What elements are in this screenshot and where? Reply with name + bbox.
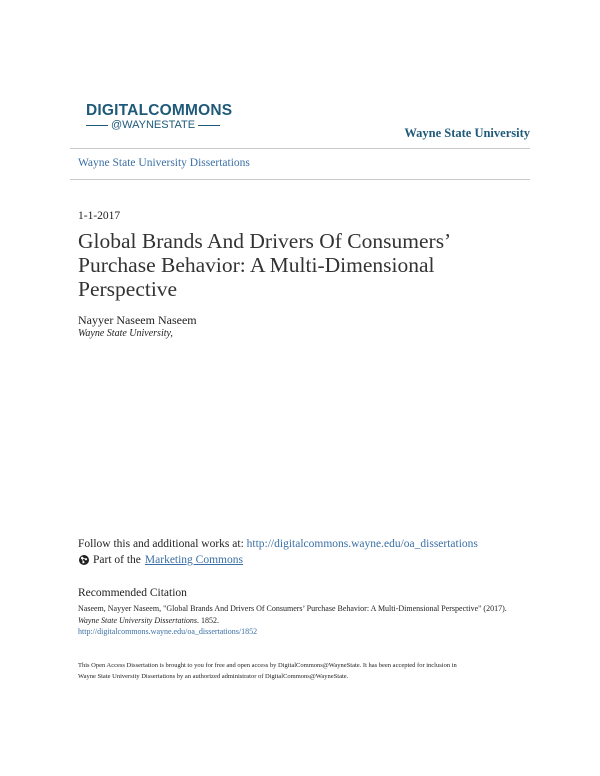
author-affiliation: Wayne State University, [78,328,173,339]
digitalcommons-logo[interactable] [86,102,233,131]
citation-line1: Naseem, Nayyer Naseem, "Global Brands And Drivers Of Consumers’ Purchase Behavior: A Multi-Dimensional Perspective" (2017). [78,604,507,613]
access-notice [78,660,548,682]
notice-line2: Wayne State University Dissertations by an authorized administrator of DigitalCommons@WayneState. [78,673,349,680]
page-title: Global Brands And Drivers Of Consumers’ Purchase Behavior: A Multi-Dimensional Perspective [78,229,450,301]
logo-dash-left [86,125,108,126]
follow-link[interactable]: http://digitalcommons.wayne.edu/oa_dissertations [246,538,478,550]
citation-block [78,603,548,638]
logo-dash-right [198,125,220,126]
citation-link[interactable]: http://digitalcommons.wayne.edu/oa_dissertations/1852 [78,627,258,636]
series-link[interactable]: Wayne State University Dissertations [78,157,250,169]
logo-text-top: DIGITALCOMMONS [86,102,233,119]
marketing-commons-link[interactable]: Marketing Commons [144,554,243,566]
publication-date: 1-1-2017 [78,210,121,222]
notice-line1: This Open Access Dissertation is brought to you for free and open access by DigitalCommons@WayneState. It has been accepted for inclusion in [78,662,457,669]
university-link[interactable]: Wayne State University [404,126,530,140]
divider-top [70,148,530,149]
citation-number: . 1852. [197,615,220,625]
part-of-line [78,554,243,566]
logo-text-bottom-row [86,120,220,131]
citation-line2 [78,615,548,627]
divider-bottom [70,179,530,180]
citation-series: Wayne State University Dissertations [78,615,198,625]
follow-prefix: Follow this and additional works at: [78,538,244,550]
author-name: Nayyer Naseem Naseem [78,313,197,327]
part-of-prefix: Part of the [93,554,141,566]
recommended-citation-heading: Recommended Citation [78,587,187,599]
network-icon [78,554,90,566]
follow-line [78,538,478,550]
logo-text-bottom: @WAYNESTATE [110,119,196,131]
